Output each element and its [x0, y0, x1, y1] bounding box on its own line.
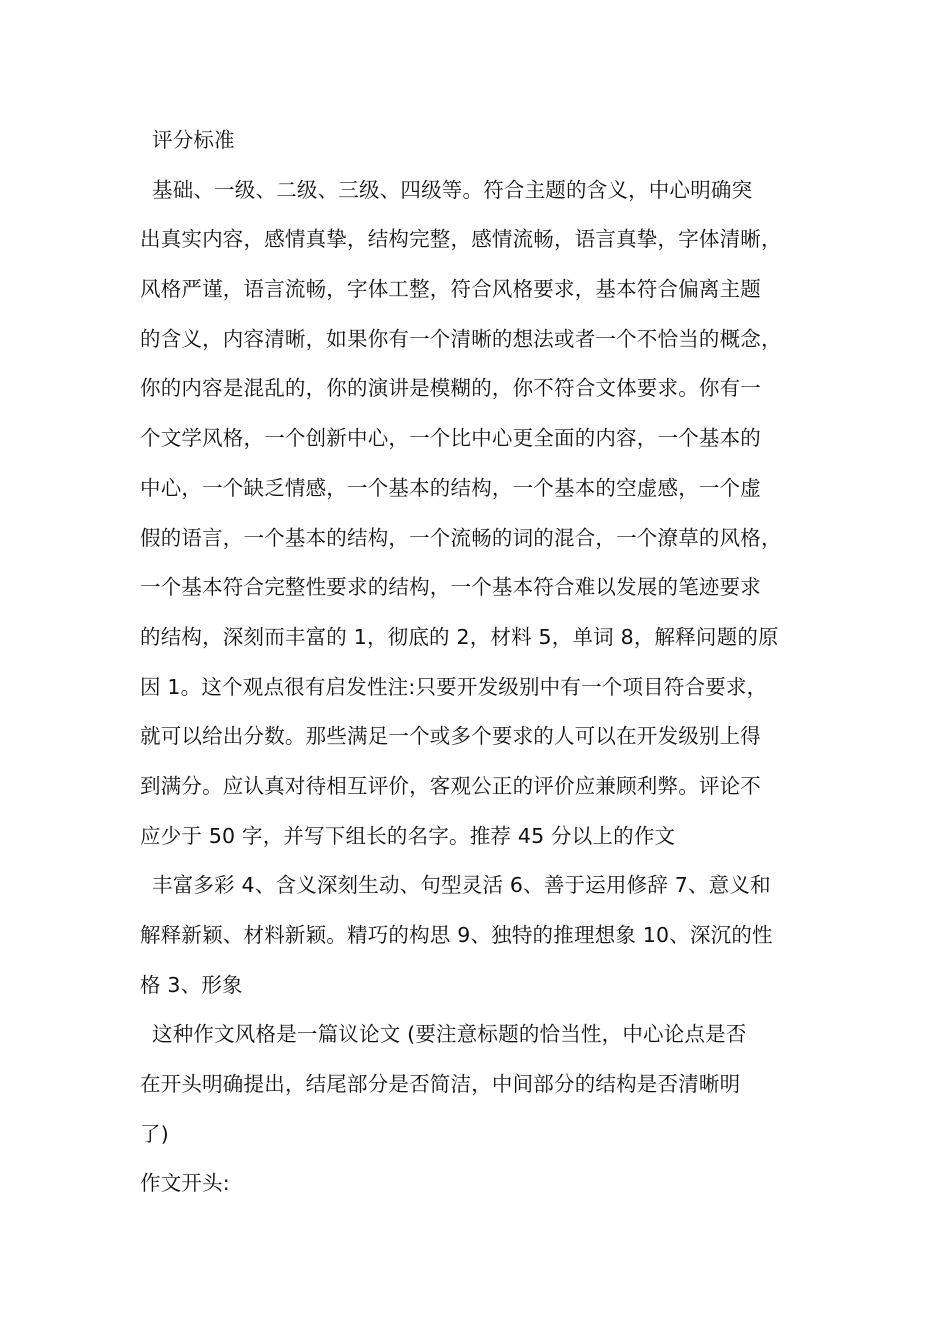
- paragraph-line: 假的语言，一个基本的结构，一个流畅的词的混合，一个潦草的风格，: [140, 525, 782, 550]
- paragraph-line: 解释新颖、材料新颖。精巧的构思 9、独特的推理想象 10、深沉的性: [140, 923, 773, 947]
- paragraph-line: 到满分。应认真对待相互评价，客观公正的评价应兼顾利弊。评论不: [140, 773, 761, 798]
- paragraph-line: 出真实内容，感情真挚，结构完整，感情流畅，语言真挚，字体清晰，: [140, 227, 782, 252]
- paragraph-line: 这种作文风格是一篇议论文 (要注意标题的恰当性，中心论点是否: [152, 1022, 747, 1047]
- paragraph-line: 个文学风格，一个创新中心，一个比中心更全面的内容，一个基本的: [140, 426, 761, 451]
- paragraph-line: 应少于 50 字，并写下组长的名字。推荐 45 分以上的作文: [140, 823, 676, 848]
- paragraph-line: 了): [140, 1121, 169, 1146]
- paragraph-line: 作文开头:: [140, 1171, 230, 1196]
- paragraph-line: 因 1。这个观点很有启发性注:只要开发级别中有一个项目符合要求，: [140, 674, 768, 699]
- document-body: [140, 116, 830, 1209]
- paragraph-line: 的含义，内容清晰，如果你有一个清晰的想法或者一个不恰当的概念，: [140, 326, 782, 351]
- paragraph-line: 丰富多彩 4、含义深刻生动、句型灵活 6、善于运用修辞 7、意义和: [152, 873, 771, 898]
- paragraph-line: 中心，一个缺乏情感，一个基本的结构，一个基本的空虚感，一个虚: [140, 475, 761, 500]
- paragraph-line: 基础、一级、二级、三级、四级等。符合主题的含义，中心明确突: [152, 177, 753, 202]
- paragraph-line: 你的内容是混乱的，你的演讲是模糊的，你不符合文体要求。你有一: [140, 376, 761, 401]
- paragraph-line: 一个基本符合完整性要求的结构，一个基本符合难以发展的笔迹要求: [140, 575, 761, 600]
- section-heading: 评分标准: [152, 128, 235, 152]
- paragraph-line: 就可以给出分数。那些满足一个或多个要求的人可以在开发级别上得: [140, 724, 761, 749]
- paragraph-line: 风格严谨，语言流畅，字体工整，符合风格要求，基本符合偏离主题: [140, 277, 761, 302]
- paragraph-line: 的结构，深刻而丰富的 1，彻底的 2，材料 5，单词 8，解释问题的原: [140, 624, 779, 649]
- paragraph-line: 在开头明确提出，结尾部分是否简洁，中间部分的结构是否清晰明: [140, 1072, 741, 1097]
- paragraph-line: 格 3、形象: [140, 972, 243, 997]
